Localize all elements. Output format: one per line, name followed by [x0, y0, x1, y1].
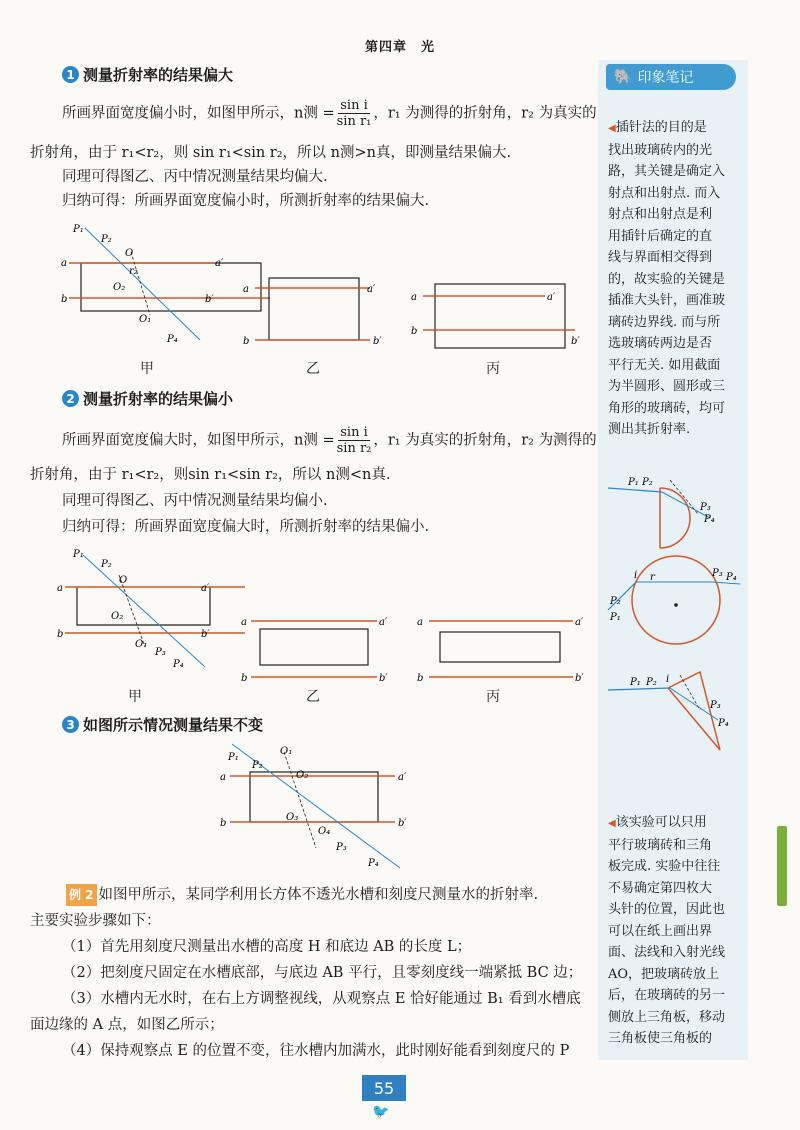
page-number: 55 — [362, 1075, 406, 1101]
svg-text:b: b — [241, 673, 248, 684]
svg-text:b: b — [57, 629, 64, 640]
svg-text:b′: b′ — [575, 673, 584, 684]
section-1-line-2: 折射角，由于 r₁<r₂，则 sin r₁<sin r₂，所以 n测>n真，即测量结果偏大. — [30, 145, 512, 161]
section-number-badge: 3 — [62, 716, 79, 733]
caption-bing-2: 丙 — [486, 689, 500, 705]
svg-text:b: b — [61, 294, 68, 305]
svg-text:P₁: P₁ — [73, 224, 84, 235]
svg-text:O₄: O₄ — [318, 826, 331, 837]
example-step-4: （4）保持观察点 E 的位置不变，往水槽内加满水，此时刚好能看到刻度尺的 P — [62, 1043, 570, 1059]
label-P1: P₁ — [628, 477, 639, 488]
svg-text:b: b — [220, 818, 227, 829]
section-1-title: 1 测量折射率的结果偏大 — [62, 64, 233, 85]
label-i-circle: i — [634, 570, 638, 581]
svg-text:O₁: O₁ — [135, 639, 148, 650]
svg-text:r₂: r₂ — [129, 266, 138, 277]
label-i-tri: i — [666, 674, 670, 685]
caption-jia-2: 甲 — [128, 689, 142, 705]
svg-text:b: b — [417, 673, 424, 684]
svg-text:P₂: P₂ — [101, 559, 112, 570]
svg-text:a: a — [61, 258, 67, 269]
caption-yi-2: 乙 — [306, 689, 320, 705]
section-3-title: 3 如图所示情况测量结果不变 — [62, 714, 263, 735]
svg-text:a′: a′ — [201, 583, 210, 594]
sidebar-note-1: ◀插针法的目的是 找出玻璃砖内的光 路，其关键是确定入 射点和出射点. 而入 射点和出射点是利 用插针后确定的直 线与界面相交得到 的，故实验的关键是 插准大头针，画准玻 璃砖边界线. 而与所 选玻璃砖两边是否 平行无关. 如用截面 为半圆形、圆形或三 角形的玻璃砖，均可 测出其折射率. — [608, 120, 726, 437]
svg-text:a: a — [411, 292, 417, 303]
svg-text:a: a — [220, 772, 226, 783]
label-P4-tri: P₄ — [718, 718, 729, 729]
svg-text:b: b — [411, 326, 418, 337]
svg-text:a′: a′ — [379, 617, 388, 628]
sidebar-header — [606, 64, 736, 90]
svg-text:O₁: O₁ — [139, 314, 152, 325]
label-P3-circle: P₃ — [712, 568, 723, 579]
svg-text:P₄: P₄ — [167, 334, 178, 345]
svg-text:a′: a′ — [367, 284, 376, 295]
triangle-marker-icon: ◀ — [608, 818, 616, 829]
svg-text:a: a — [241, 617, 247, 628]
svg-text:P₁: P₁ — [73, 549, 84, 560]
label-P2: P₂ — [642, 477, 653, 488]
label-P4-circle: P₄ — [726, 572, 737, 583]
section-2-line-3: 同理可得图乙、丙中情况测量结果均偏小. — [62, 493, 328, 509]
section-1-line-4: 归纳可得：所画界面宽度偏小时，所测折射率的结果偏大. — [62, 193, 430, 209]
caption-jia-1: 甲 — [140, 361, 154, 377]
svg-text:P₂: P₂ — [101, 234, 112, 245]
section-2-diagrams — [55, 545, 595, 685]
section-number-badge: 2 — [62, 390, 79, 407]
caption-bing-1: 丙 — [486, 361, 500, 377]
example-tag: 例 2 — [66, 884, 97, 906]
svg-text:P₃: P₃ — [336, 842, 347, 853]
caption-yi-1: 乙 — [306, 361, 320, 377]
svg-text:a′: a′ — [215, 258, 224, 269]
section-3-diagram — [220, 738, 420, 878]
svg-text:O₁: O₁ — [280, 746, 293, 757]
label-P3-tri: P₃ — [710, 700, 721, 711]
fraction: $\frac{\text{sin i}}{\text{sin r₂}}$ — [336, 425, 372, 456]
label-P1-tri: P₁ — [630, 677, 641, 688]
svg-text:P₄: P₄ — [173, 659, 184, 670]
label-P2-circle: P₂ — [610, 596, 621, 607]
svg-text:a: a — [57, 583, 63, 594]
svg-text:a: a — [243, 284, 249, 295]
svg-text:P₂: P₂ — [252, 760, 263, 771]
svg-text:b′: b′ — [373, 336, 382, 347]
svg-text:O₂: O₂ — [113, 282, 126, 293]
section-number-badge: 1 — [62, 66, 79, 83]
bird-icon: 🐦 — [372, 1104, 390, 1120]
svg-text:b′: b′ — [201, 629, 210, 640]
section-1-line-3: 同理可得图乙、丙中情况测量结果均偏大. — [62, 169, 328, 185]
svg-text:O: O — [125, 248, 134, 259]
example-step-3-cont: 面边缘的 A 点，如图乙所示； — [30, 1017, 224, 1033]
triangle-marker-icon: ◀ — [608, 123, 616, 134]
chapter-header: 第四章 光 — [364, 40, 435, 55]
section-1-diagrams — [55, 218, 595, 378]
svg-text:a′: a′ — [398, 772, 407, 783]
section-2-line-2: 折射角，由于 r₁<r₂，则sin r₁<sin r₂，所以 n测<n真. — [30, 467, 391, 483]
sidebar-note-2: ◀该实验可以只用 平行玻璃砖和三角 板完成. 实验中往往 不易确定第四枚大 头针的位置，因此也 可以在纸上画出界 面、法线和入射光线 AO，把玻璃砖放上 后，在玻璃砖的另一 侧放上三角板，移动 三角板使三角板的 — [608, 815, 726, 1046]
section-2-line-1: 所画界面宽度偏大时，如图甲所示，n测 = $\frac{\text{sin i}}{\text{sin r₂}}$ ，r₁ 为真实的折射角，r₂ 为测得的 — [62, 425, 597, 456]
svg-text:b′: b′ — [205, 294, 214, 305]
section-1-line-1: 所画界面宽度偏小时，如图甲所示，n测 = $\frac{\text{sin i}}{\text{sin r₁}}$ ，r₁ 为测得的折射角，r₂ 为真实的 — [62, 98, 597, 129]
svg-text:O₂: O₂ — [111, 611, 124, 622]
example-step-3: （3）水槽内无水时，在右上方调整视线，从观察点 E 恰好能通过 B₁ 看到水槽底 — [62, 991, 581, 1007]
svg-text:a′: a′ — [575, 617, 584, 628]
svg-text:b′: b′ — [398, 818, 407, 829]
svg-text:O₂: O₂ — [296, 770, 309, 781]
fraction: $\frac{\text{sin i}}{\text{sin r₁}}$ — [336, 98, 372, 129]
example-step-1: （1）首先用刻度尺测量出水槽的高度 H 和底边 AB 的长度 L； — [62, 939, 472, 955]
svg-text:P₄: P₄ — [368, 858, 379, 869]
label-P3: P₃ — [700, 502, 711, 513]
label-P2-tri: P₂ — [646, 677, 657, 688]
sidebar-title: 印象笔记 — [637, 70, 694, 86]
page-edge-tab — [777, 826, 787, 906]
svg-text:b: b — [243, 336, 250, 347]
elephant-icon: 🐘 — [614, 69, 632, 85]
svg-text:a: a — [417, 617, 423, 628]
label-P1-circle: P₁ — [610, 612, 621, 623]
svg-text:O: O — [119, 575, 128, 586]
svg-text:P₁: P₁ — [228, 752, 239, 763]
svg-text:O₃: O₃ — [286, 812, 299, 823]
example-step-2: （2）把刻度尺固定在水槽底部，与底边 AB 平行，且零刻度线一端紧抵 BC 边； — [62, 965, 583, 981]
section-2-line-4: 归纳可得：所画界面宽度偏大时，所测折射率的结果偏小. — [62, 519, 430, 535]
label-P4: P₄ — [704, 514, 715, 525]
example-intro-2: 主要实验步骤如下： — [30, 913, 161, 929]
section-2-title: 2 测量折射率的结果偏小 — [62, 388, 233, 409]
example-intro: 例 2 如图甲所示，某同学利用长方体不透光水槽和刻度尺测量水的折射率. — [66, 884, 538, 906]
svg-text:a′: a′ — [547, 292, 556, 303]
sidebar-shapes-diagram — [600, 470, 748, 770]
label-r-circle: r — [650, 572, 655, 583]
svg-text:b′: b′ — [571, 336, 580, 347]
svg-text:b′: b′ — [379, 673, 388, 684]
svg-text:P₃: P₃ — [155, 647, 166, 658]
